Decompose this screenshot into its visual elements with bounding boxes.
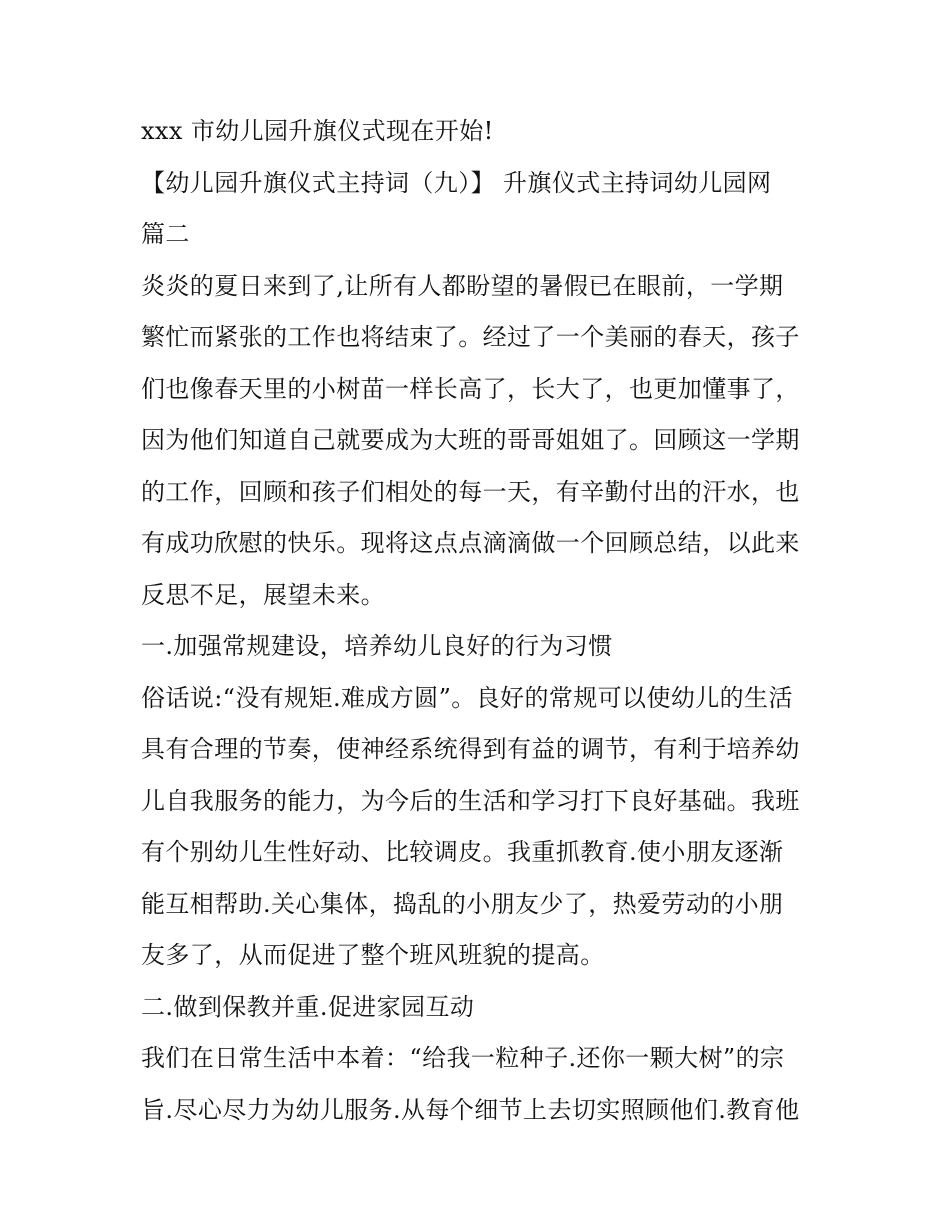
paragraph-line: 能互相帮助.关心集体，捣乱的小朋友少了，热爱劳动的小朋 [141, 889, 784, 918]
paragraph-line: 友多了，从而促进了整个班风班貌的提高。 [141, 941, 605, 969]
section-title: 【幼儿园升旗仪式主持词（九）】 升旗仪式主持词幼儿园网 [141, 168, 772, 197]
paragraph-line: 繁忙而紧张的工作也将结束了。经过了一个美丽的春天，孩子 [141, 323, 800, 351]
chapter-label: 篇二 [141, 220, 190, 248]
paragraph-line: 俗话说:“没有规矩.难成方圆”。良好的常规可以使幼儿的生活 [141, 683, 793, 712]
text-line-opening: xxx 市幼儿园升旗仪式现在开始! [141, 117, 494, 145]
paragraph-line: 我们在日常生活中本着：“给我一粒种子.还你一颗大树”的宗 [141, 1044, 785, 1072]
paragraph-line: 儿自我服务的能力，为今后的生活和学习打下良好基础。我班 [141, 786, 800, 815]
paragraph-line: 们也像春天里的小树苗一样长高了，长大了，也更加懂事了， [141, 374, 800, 403]
paragraph-line: 的工作，回顾和孩子们相处的每一天，有辛勤付出的汗水，也 [141, 477, 800, 506]
heading-two: 二.做到保教并重.促进家园互动 [141, 992, 475, 1021]
paragraph-line: 有成功欣慰的快乐。现将这点点滴滴做一个回顾总结，以此来 [141, 529, 800, 557]
document-body [141, 112, 821, 1142]
paragraph-line: 旨.尽心尽力为幼儿服务.从每个细节上去切实照顾他们.教育他 [141, 1095, 800, 1124]
heading-one: 一.加强常规建设，培养幼儿良好的行为习惯 [141, 632, 613, 660]
paragraph-line: 炎炎的夏日来到了,让所有人都盼望的暑假已在眼前，一学期 [141, 271, 784, 300]
paragraph-line: 因为他们知道自己就要成为大班的哥哥姐姐了。回顾这一学期 [141, 426, 800, 454]
paragraph-line: 有个别幼儿生性好动、比较调皮。我重抓教育.使小朋友逐渐 [141, 838, 784, 866]
paragraph-line: 具有合理的节奏，使神经系统得到有益的调节，有利于培养幼 [141, 735, 800, 763]
paragraph-line: 反思不足，展望未来。 [141, 580, 385, 609]
